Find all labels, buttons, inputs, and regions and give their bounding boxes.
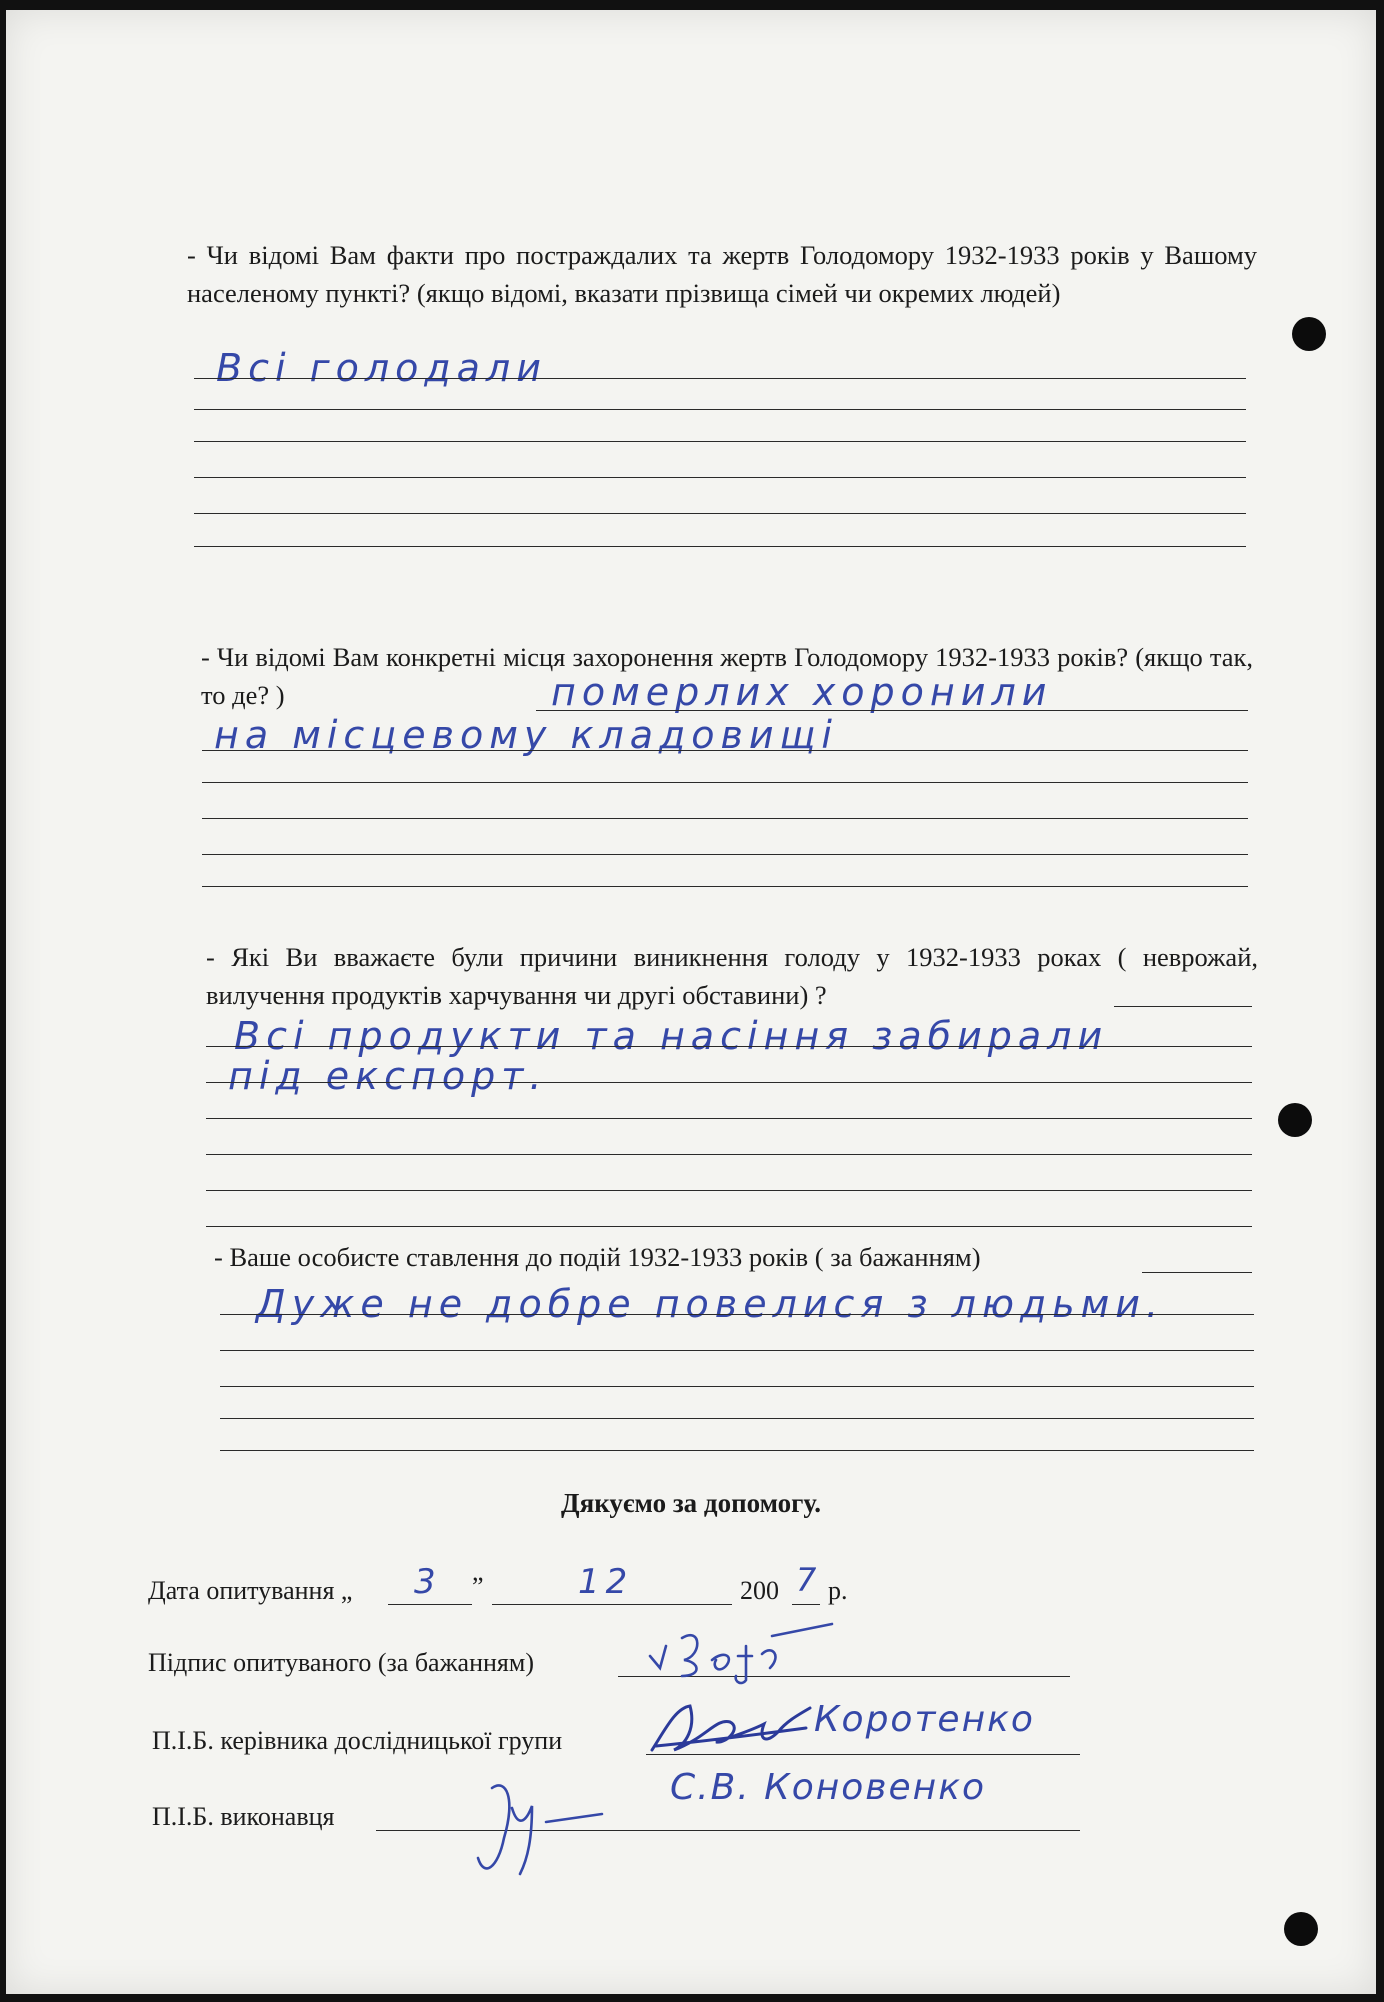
punch-hole-middle [1278,1103,1312,1137]
answer-rule [206,1118,1252,1119]
form-page [6,10,1376,1994]
question-2-text: - Чи відомі Вам конкретні місця захоронення жертв Голодомору 1932-1933 років? (якщо так, то де? ) [201,642,1253,710]
answer-rule [194,546,1246,547]
answer-rule [220,1350,1254,1351]
question-2-answer-line-1: померлих хоронили [551,670,1053,714]
date-quote-close: ” [472,1572,484,1601]
answer-rule [206,1154,1252,1155]
answer-rule [220,1450,1254,1451]
date-month-line [492,1604,732,1605]
date-suffix: р. [828,1576,848,1605]
answer-rule [1114,1006,1252,1007]
answer-rule [206,1226,1252,1227]
answer-rule [206,1046,1252,1047]
answer-rule [220,1386,1254,1387]
executor-name: С.В. Коновенко [670,1767,986,1808]
question-1-text: - Чи відомі Вам факти про постраждалих та жертв Голодомору 1932-1933 років у Вашому населеному пункті? (якщо відомі, вказати прізвища сімей чи окремих людей) [187,240,1257,308]
question-4-answer-line-1: Дуже не добре повелися з людьми. [256,1282,1165,1326]
answer-rule [202,886,1248,887]
punch-hole-bottom [1284,1912,1318,1946]
executor-label: П.І.Б. виконавця [152,1802,335,1831]
answer-rule [536,710,1248,711]
answer-rule [194,378,1246,379]
answer-rule [194,409,1246,410]
answer-rule [206,1082,1252,1083]
question-3-text: - Які Ви вважаєте були причини виникнення голоду у 1932-1933 роках ( неврожай, вилучення продуктів харчування чи другі обставини) ? [206,942,1258,1010]
answer-rule [194,513,1246,514]
group-leader-label: П.І.Б. керівника дослідницької групи [152,1726,563,1755]
date-label: Дата опитування „ [148,1576,353,1605]
respondent-signature-image [642,1616,842,1686]
respondent-signature-label: Підпис опитуваного (за бажанням) [148,1648,534,1677]
question-4-text: - Ваше особисте ставлення до подій 1932-1933 років ( за бажанням) [214,1242,981,1272]
answer-rule [220,1418,1254,1419]
thanks-heading: Дякуємо за допомогу. [561,1488,821,1518]
answer-rule [194,441,1246,442]
date-day-line [388,1604,472,1605]
date-year-line [792,1604,820,1605]
date-year-prefix: 200 [740,1576,779,1605]
question-3-answer-line-2: під експорт. [228,1054,548,1098]
answer-rule [202,854,1248,855]
answer-rule [202,782,1248,783]
date-month: 12 [578,1562,634,1602]
date-day: 3 [414,1562,442,1602]
answer-rule [194,477,1246,478]
answer-rule [206,1190,1252,1191]
answer-rule [220,1314,1254,1315]
date-year-digit: 7 [796,1561,817,1599]
group-leader-name: Коротенко [814,1699,1035,1740]
question-2-answer-line-2: на місцевому кладовищі [214,713,838,757]
answer-rule [202,818,1248,819]
executor-signature-image [466,1758,606,1888]
punch-hole-top [1292,317,1326,351]
group-leader-signature-image [646,1688,816,1768]
answer-rule [1142,1272,1252,1273]
question-1-answer-line-1: Всі голодали [216,346,547,390]
answer-rule [202,750,1248,751]
question-3-answer-line-1: Всі продукти та насіння забирали [234,1014,1109,1058]
